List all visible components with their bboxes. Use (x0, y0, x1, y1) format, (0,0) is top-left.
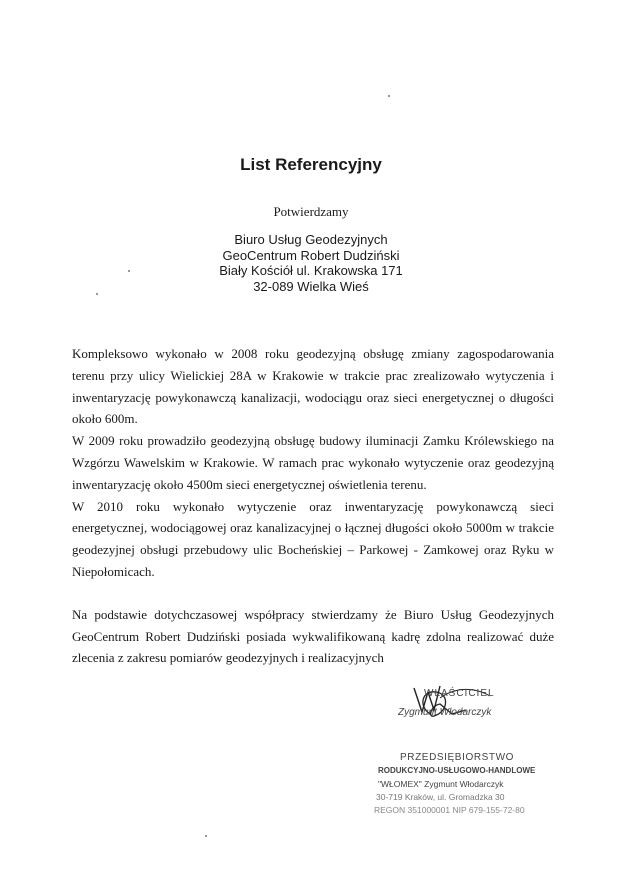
stamp-line: RODUKCYJNO-USŁUGOWO-HANDLOWE (378, 766, 536, 775)
stamp-name: Zygmunt Włodarczyk (398, 707, 492, 718)
address-line: 32-089 Wielka Wieś (253, 278, 369, 294)
confirm-line: Potwierdzamy (273, 204, 349, 219)
scan-speck (388, 95, 390, 97)
stamp-line: REGON 351000001 NIP 679-155-72-80 (374, 805, 525, 815)
body-paragraph: Na podstawie dotychczasowej współpracy stwierdzamy że Biuro Usług Geodezyjnych GeoCentrum Robert Dudziński posiada wykwalifikowaną kadrę zdolna realizować duże zlecenia z zakresu pomiarów geodezyjnych i realizacyjnych (72, 606, 554, 666)
scan-speck (205, 835, 207, 837)
signature-stamp (370, 676, 550, 826)
body-paragraph: W 2009 roku prowadziło geodezyjną obsługę budowy iluminacji Zamku Królewskiego na Wzgórzu Wawelskim w Krakowie. W ramach prac wykonało wytyczenie oraz geodezyjną inwentaryzację około 4500m sieci energetycznej oświetlenia terenu. (72, 433, 554, 492)
body-paragraph: W 2010 roku wykonało wytyczenie oraz inwentaryzację powykonawczą sieci energetycznej, wodociągowej oraz kanalizacyjnej o łącznej długości około 5000m w trakcie geodezyjnej obsługi przebudowy ulic Bocheńskiej – Parkowej - Zamkowej oraz Ryku w Niepołomicach. (72, 498, 554, 579)
letter-body (72, 343, 554, 669)
stamp-line: "WŁOMEX" Zygmunt Włodarczyk (378, 779, 504, 789)
body-paragraph: Kompleksowo wykonało w 2008 roku geodezyjną obsługę zmiany zagospodarowania terenu przy ulicy Wielickiej 28A w Krakowie w trakcie prac zrealizowało wytyczenia i inwentaryzację powykonawczą kanalizacji, wodociągu oraz sieci energetycznej o długości około 600m. (72, 346, 554, 427)
scan-speck (96, 293, 98, 295)
stamp-line: 30-719 Kraków, ul. Gromadzka 30 (376, 792, 505, 802)
scan-speck (128, 270, 130, 272)
address-line: Biały Kościół ul. Krakowska 171 (219, 263, 403, 278)
letter-title: List Referencyjny (240, 155, 382, 174)
stamp-role: WŁAŚCICIEL (424, 688, 495, 699)
address-line: Biuro Usług Geodezyjnych (234, 232, 388, 247)
stamp-line: PRZEDSIĘBIORSTWO (400, 752, 515, 763)
recipient-address (0, 232, 622, 294)
address-line: GeoCentrum Robert Dudziński (222, 247, 400, 263)
